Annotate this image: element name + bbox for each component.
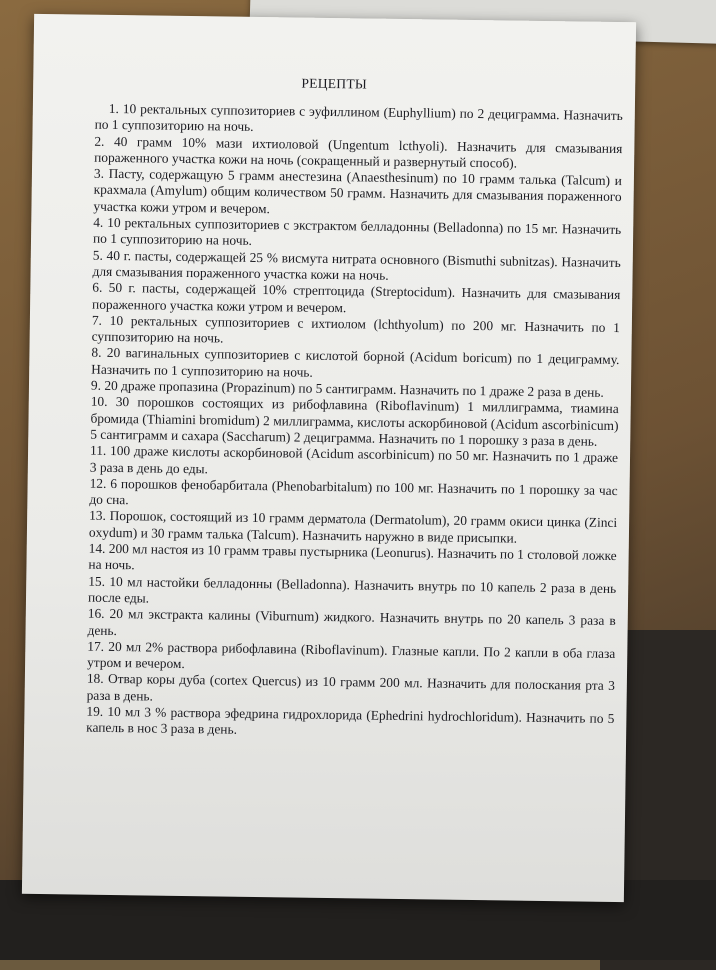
recipe-item: 5. 40 г. пасты, содержащей 25 % висмута нитрата основного (Bismuthi subnitzas). Назначить для смазывания пораженного участка кожи на ночь. <box>92 247 621 283</box>
recipe-item: 1. 10 ректальных суппозиториев с эуфиллином (Euphyllium) по 2 дециграмма. Назначить по 1 суппозиторию на ночь. <box>94 100 623 135</box>
recipe-item: 17. 20 мл 2% раствора рибофлавина (Riboflavinum). Глазные капли. По 2 капли в оба глаза утром и вечером. <box>87 638 616 672</box>
recipe-item: 8. 20 вагинальных суппозиториев с кислотой борной (Acidum boricum) по 1 дециграмму. Назначить по 1 суппозиторию на ночь. <box>91 345 620 380</box>
document-page <box>22 14 636 902</box>
recipe-list <box>86 101 623 744</box>
recipe-item: 6. 50 г. пасты, содержащей 10% стрептоцида (Streptocidum). Назначить для смазывания пораженного участка кожи утром и вечером. <box>92 279 621 315</box>
recipe-item: 12. 6 порошков фенобарбитала (Phenobarbitalum) по 100 мг. Назначить по 1 порошку за час до сна. <box>89 475 618 508</box>
recipe-item: 3. Пасту, содержащую 5 грамм анестезина (Anaesthesinum) по 10 грамм талька (Talcum) и крахмала (Amylum) общим количеством 50 грамм. Назначить для смазывания пораженного участка кожи утром и вечером. <box>93 165 623 216</box>
recipe-item: 15. 10 мл настойки белладонны (Belladonna). Назначить внутрь по 10 капель 2 раза в день после еды. <box>87 573 617 606</box>
recipe-item: 18. Отвар коры дуба (cortex Quercus) из 10 грамм 200 мл. Назначить для полоскания рта 3 раза в день. <box>86 671 615 704</box>
recipe-item: 10. 30 порошков состоящих из рибофлавина (Riboflavinum) 1 миллиграмма, тиамина бромида (Thiamini bromidum) 2 миллиграмма, кислоты аскорбиновой (Acidum ascorbinicum) 5 сантиграмм и сахара (Saccharum) 2 дециграмма. Назначить по 1 порошку з раза в день. <box>90 394 619 449</box>
recipe-item: 19. 10 мл 3 % раствора эфедрина гидрохлорида (Ephedrini hydrochloridum). Назначить по 5 капель в нос 3 раза в день. <box>86 703 615 738</box>
recipe-item: 9. 20 драже пропазина (Propazinum) по 5 сантиграмм. Назначить по 1 драже 2 раза в день. <box>90 377 604 400</box>
recipe-item: 11. 100 драже кислоты аскорбиновой (Acidum ascorbinicum) по 50 мг. Назначить по 1 драже 3 раза в день до еды. <box>89 442 619 476</box>
recipe-item: 14. 200 мл настоя из 10 грамм травы пустырника (Leonurus). Назначить по 1 столовой ложке на ночь. <box>88 540 617 573</box>
recipe-item: 7. 10 ректальных суппозиториев с ихтиолом (lchthyolum) по 200 мг. Назначить по 1 суппозиторию на ночь. <box>91 312 620 346</box>
recipe-item: 13. Порошок, состоящий из 10 грамм дерматола (Dermatolum), 20 грамм окиси цинка (Zinci oxydum) и 30 грамм талька (Talcum). Назначить наружно в виде присыпки. <box>88 508 618 546</box>
recipe-item: 16. 20 мл экстракта калины (Viburnum) жидкого. Назначить внутрь по 20 капель 3 раза в день. <box>87 605 616 638</box>
recipe-item: 4. 10 ректальных суппозиториев с экстрактом белладонны (Belladonna) по 15 мг. Назначить по 1 суппозиторию на ночь. <box>92 214 622 249</box>
document-title: РЕЦЕПТЫ <box>301 75 368 92</box>
recipe-item: 2. 40 грамм 10% мази ихтиоловой (Ungentum lcthyoli). Назначить для смазывания пораженного участка кожи на ночь (сокращенный и развернутый способ). <box>94 133 623 171</box>
